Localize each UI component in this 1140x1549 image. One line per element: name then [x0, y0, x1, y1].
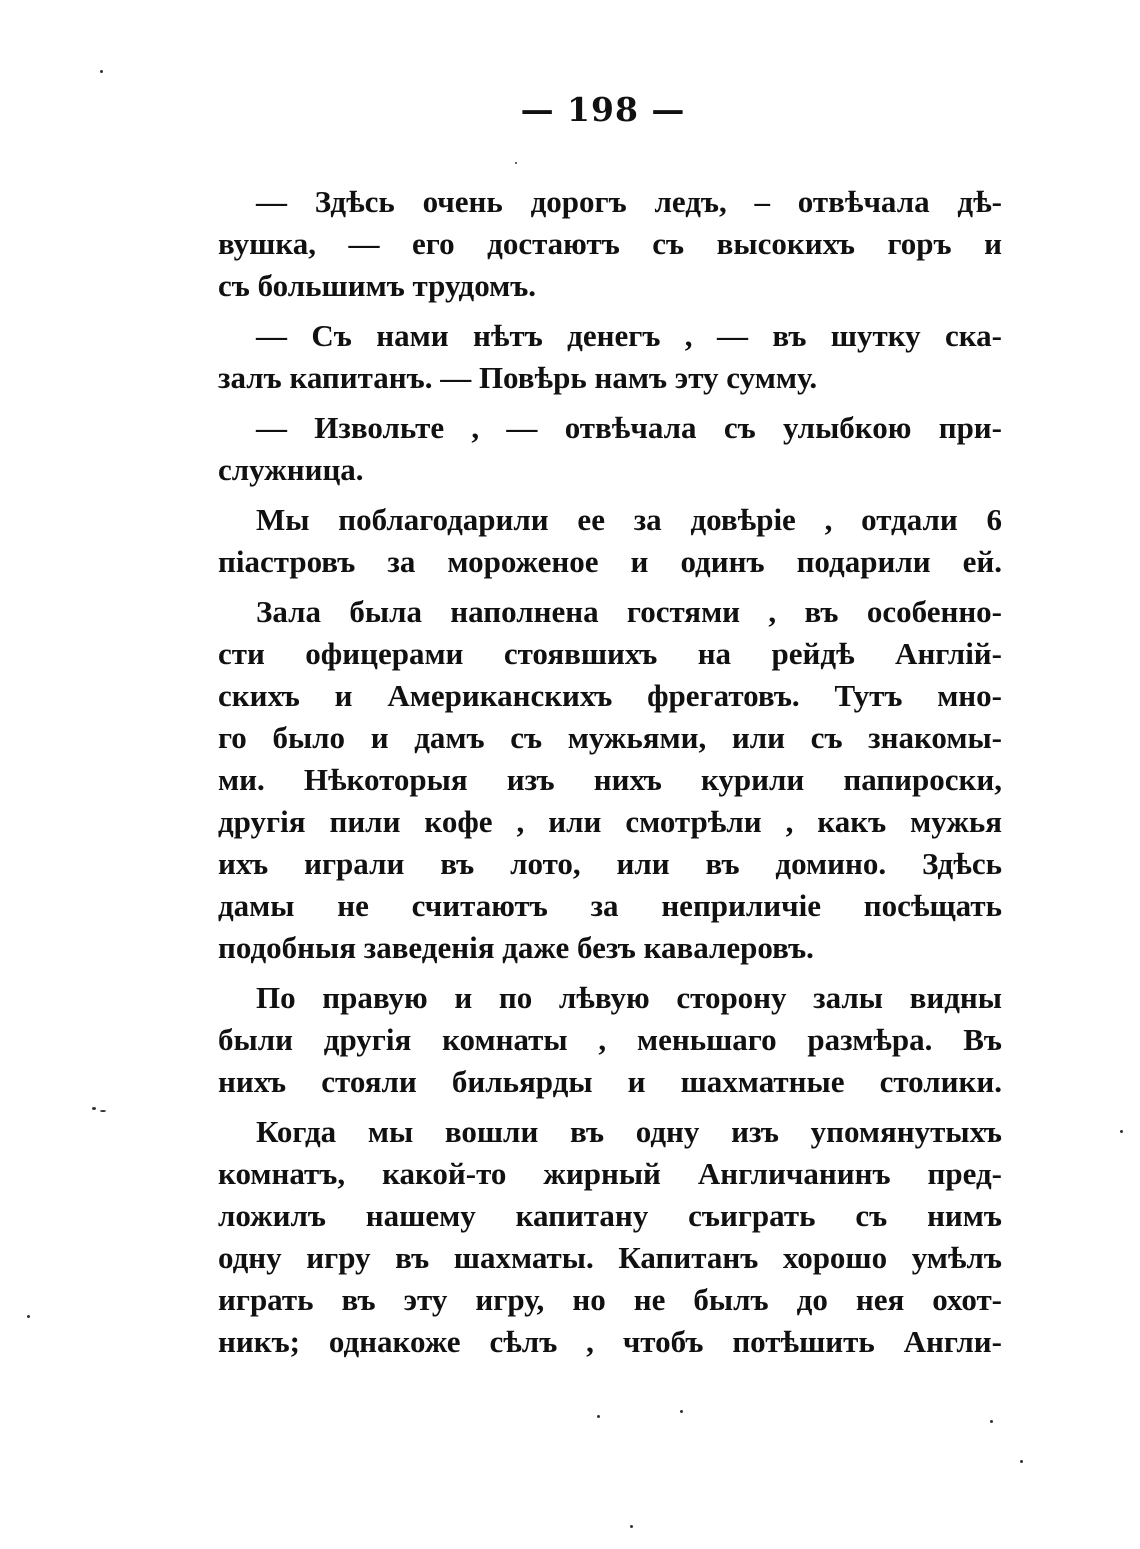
text-line: дамы не считаютъ за неприличіе посѣщать: [218, 888, 1002, 923]
text-line: го было и дамъ съ мужьями, или съ знакомы-: [218, 720, 1002, 755]
text-line: съ большимъ трудомъ.: [218, 268, 537, 303]
text-line: — Съ нами нѣтъ денегъ , — въ шутку ска-: [256, 318, 1002, 353]
text-line: служница.: [218, 452, 364, 487]
text-line: никъ; однакоже сѣлъ , чтобъ потѣшить Англи-: [218, 1324, 1002, 1359]
paragraph: [218, 591, 1002, 969]
body-text: [218, 181, 1002, 1371]
text-line: скихъ и Американскихъ фрегатовъ. Тутъ мно-: [218, 678, 1002, 713]
text-line: комнатъ, какой-то жирный Англичанинъ пред-: [218, 1156, 1002, 1191]
text-line: — Здѣсь очень дорогъ ледъ, – отвѣчала дѣ-: [256, 184, 1002, 219]
scan-speck: [515, 162, 517, 164]
text-line: Когда мы вошли въ одну изъ упомянутыхъ: [256, 1114, 1002, 1149]
text-line: были другія комнаты , меньшаго размѣра. Въ: [218, 1022, 1002, 1057]
scan-speck: [100, 70, 103, 73]
text-line: ложилъ нашему капитану съиграть съ нимъ: [218, 1198, 1002, 1233]
text-line: залъ капитанъ. — Повѣрь намъ эту сумму.: [218, 360, 818, 395]
text-line: ми. Нѣкоторыя изъ нихъ курили папироски,: [218, 762, 1002, 797]
scan-speck: [990, 1420, 993, 1423]
scan-speck: [92, 1107, 96, 1110]
text-line: одну игру въ шахматы. Капитанъ хорошо умѣлъ: [218, 1240, 1002, 1275]
scan-speck: [1120, 1130, 1123, 1133]
scan-speck: [597, 1415, 600, 1418]
scan-speck: [100, 1110, 106, 1112]
text-line: вушка, — его достаютъ съ высокихъ горъ и: [218, 226, 1002, 261]
text-line: подобныя заведенія даже безъ кавалеровъ.: [218, 930, 814, 965]
text-line: Зала была наполнена гостями , въ особенно-: [256, 594, 1002, 629]
paragraph: [218, 1111, 1002, 1363]
scan-speck: [27, 1315, 30, 1318]
text-line: ихъ играли въ лото, или въ домино. Здѣсь: [218, 846, 1002, 881]
page-number: — 198 —: [520, 90, 686, 129]
scan-speck: [630, 1525, 633, 1528]
text-line: играть въ эту игру, но не былъ до нея охот-: [218, 1282, 1002, 1317]
scan-speck: [680, 1410, 683, 1413]
text-line: — Извольте , — отвѣчала съ улыбкою при-: [256, 410, 1002, 445]
paragraph: [218, 315, 1002, 399]
paragraph: [218, 407, 1002, 491]
text-line: сти офицерами стоявшихъ на рейдѣ Англій-: [218, 636, 1002, 671]
text-line: другія пили кофе , или смотрѣли , какъ мужья: [218, 804, 1002, 839]
paragraph: [218, 499, 1002, 583]
text-line: По правую и по лѣвую сторону залы видны: [256, 980, 1002, 1015]
paragraph: [218, 181, 1002, 307]
text-line: нихъ стояли бильярды и шахматные столики.: [218, 1064, 1002, 1099]
paragraph: [218, 977, 1002, 1103]
text-line: піастровъ за мороженое и одинъ подарили ей.: [218, 544, 1002, 579]
text-line: Мы поблагодарили ее за довѣріе , отдали 6: [256, 502, 1002, 537]
scan-speck: [1020, 1460, 1023, 1463]
